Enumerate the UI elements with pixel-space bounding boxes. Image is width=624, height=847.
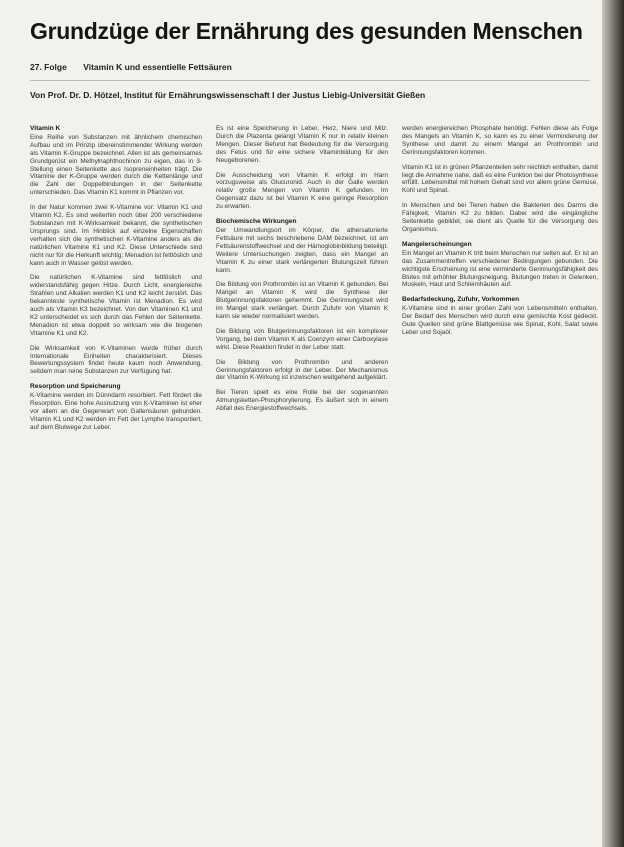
paragraph: Die natürlichen K-Vitamine sind fettlöslich und widerstandsfähig gegen Hitze. Durch Licht, energiereiche Strahlen und Alkalien werden K1 und K2 leicht zerstört. Das bekannteste synthetische Vitamin ist Menadion. Es wird auch als Vitamin K3 bezeichnet. Von den Vitaminen K1 und K2 unterscheidet es sich durch das Fehlen der Seitenkette. Menadion ist etwa doppelt so wirksam wie die biogenen Vitamine K1 und K2. [30,274,202,337]
series-label: 27. Folge [30,62,67,72]
paragraph: Die Ausscheidung von Vitamin K erfolgt im Harn vorzugsweise als Glucuronid. Auch in der Galle werden relativ große Mengen von Vitamin K gefunden. Im Gegensatz dazu ist bei Vitamin K eine geringe Resorption zu erwarten. [216,171,388,211]
author-line: Von Prof. Dr. D. Hötzel, Institut für Ernährungswissenschaft I der Justus Liebig-Universität Gießen [30,90,426,100]
paragraph: Die Bildung von Prothrombin ist an Vitamin K gebunden. Bei Mangel an Vitamin K wird die Synthese der Blutgerinnungsfaktoren gehemmt. Die Gerinnungszeit wird im Mangel stark verlängert. Durch Zufuhr von Vitamin K kann sie wieder normalisiert werden. [216,281,388,321]
header-rule [30,80,590,81]
article-title: Grundzüge der Ernährung des gesunden Menschen [30,18,583,44]
paragraph: K-Vitamine sind in einer großen Zahl von Lebensmitteln enthalten. Der Bedarf des Menschen wird durch eine gemischte Kost gedeckt. Gute Quellen sind grüne Blattgemüse wie Spinat, Kohl, Salat sowie Leber und Sojaöl. [402,305,598,336]
paragraph: In der Natur kommen zwei K-Vitamine vor: Vitamin K1 und Vitamin K2. Es sind weiterhin noch über 200 verschiedene Substanzen mit K-Wirksamkeit bekannt, die synthetischen Ursprungs sind. Im Hinblick auf einzelne Eigenschaften verhalten sich die synthetischen K-Vitamine anders als die natürlichen Vitamine K1 und K2. Diese Unterschiede sind nicht nur für die Herkunft wichtig; Menadion ist fettlöslich und kann auch in Wasser gelöst werden. [30,204,202,267]
section-heading: Mangelerscheinungen [402,240,472,248]
page-binding-edge [602,0,624,847]
paragraph: Die Bildung von Blutgerinnungsfaktoren ist ein komplexer Vorgang, bei dem Vitamin K als Coenzym einer Carboxylase wirkt. Diese Reaktion findet in der Leber statt. [216,327,388,351]
paragraph: K-Vitamine werden im Dünndarm resorbiert. Fett fördert die Resorption. Eine hohe Ausnutzung von K-Vitaminen ist eher vor allem an die Gegenwart von Gallensäuren gebunden. Vitamin K1 und K2 werden im Fett der Lymphe transportiert, auf dem Blutwege zur Leber. [30,392,202,431]
paragraph: Bei Tieren spielt es eine Rolle bei der sogenannten Atmungsketten-Phosphorylierung. Es äußert sich in einem Abfall des Energiestoffwechsels. [216,389,388,413]
paragraph: Die Wirksamkeit von K-Vitaminen wurde früher durch Internationale Einheiten charakterisiert. Dieses Bewertungssystem findet heute kaum noch Anwendung, seitdem man reine Substanzen zur Verfügung hat. [30,344,202,376]
text-column-2 [216,125,388,830]
text-column-3 [402,125,598,830]
text-column-1 [30,125,202,830]
section-heading: Resorption und Speicherung [30,383,121,391]
section-heading: Vitamin K [30,125,61,132]
series-line [30,62,246,72]
paragraph: Die Bildung von Prothrombin und anderen Gerinnungsfaktoren erfolgt in der Leber. Der Mechanismus der Vitamin K-Wirkung ist inzwischen weitgehend aufgeklärt. [216,358,388,382]
section-heading: Bedarfsdeckung, Zufuhr, Vorkommen [402,296,520,304]
paragraph: Der Umwandlungsort im Körper, die athersaturierte Fettsäure mit sechs beschriebene DAM bezeichnet, ist am Fettsäurenstoffwechsel und der Hämoglobinbildung beteiligt. Weitere Untersuchungen zeigten, dass ein Mangel an Vitamin K zu einer stark verlängerten Blutungszeit führen kann. [216,226,388,274]
paragraph: werden energiereichen Phosphate benötigt. Fehlen diese als Folge des Mangels an Vitamin K, so kann es zu einer Verminderung der Synthese und damit zu einem Mangel an Prothrombin und Gerinnungsfaktoren kommen. [402,125,598,156]
paragraph: In Menschen und bei Tieren haben die Bakterien des Darms die Fähigkeit, Vitamin K2 zu bilden. Dabei wird die eingängliche Seitenkette gebildet, sie dient als Quelle für die Versorgung des Organismus. [402,202,598,233]
series-topic: Vitamin K und essentielle Fettsäuren [83,62,232,72]
section-heading: Biochemische Wirkungen [216,218,297,226]
paragraph: Eine Reihe von Substanzen mit ähnlichem chemischen Aufbau und im Prinzip übereinstimmender Wirkung werden als Vitamin K-Gruppe bezeichnet. Allen ist als gemeinsames Grundgerüst ein Methylnaphthochinon zu eigen, das in 3-Stellung einen Seitenkette aus Isopreneinheiten trägt. Die Vitamine der K-Gruppe werden durch die Kettenlänge und die Zahl der Doppelbindungen in der Seitenkette unterschieden. Das Vitamin K1 kommt in Pflanzen vor. [30,133,202,197]
paragraph: Vitamin K1 ist in grünen Pflanzenteilen sehr reichlich enthalten, damit liegt die Annahme nahe, daß es eine Funktion bei der Photosynthese erfüllt. Lebensmittel mit hohem Gehalt sind vor allem grüne Gemüse, Kohl und Spinat. [402,163,598,195]
paragraph: Ein Mangel an Vitamin K tritt beim Menschen nur selten auf. Er ist an das Zusammentreffen verschiedener Bedingungen gebunden. Die wichtigste Erscheinung ist eine verminderte Gerinnungsfähigkeit des Blutes mit erhöhter Blutungsneigung. Blutungen treten in Gelenken, Muskeln, Haut und Schleimhäuten auf. [402,249,598,289]
paragraph: Es ist eine Speicherung in Leber, Herz, Niere und Milz. Durch die Plazenta gelangt Vitamin K nur in relativ kleinen Mengen. Dieser Befund hat Bedeutung für die Versorgung des Fetus und für eine sichere Vitaminbildung für den Neugeborenen. [216,125,388,164]
